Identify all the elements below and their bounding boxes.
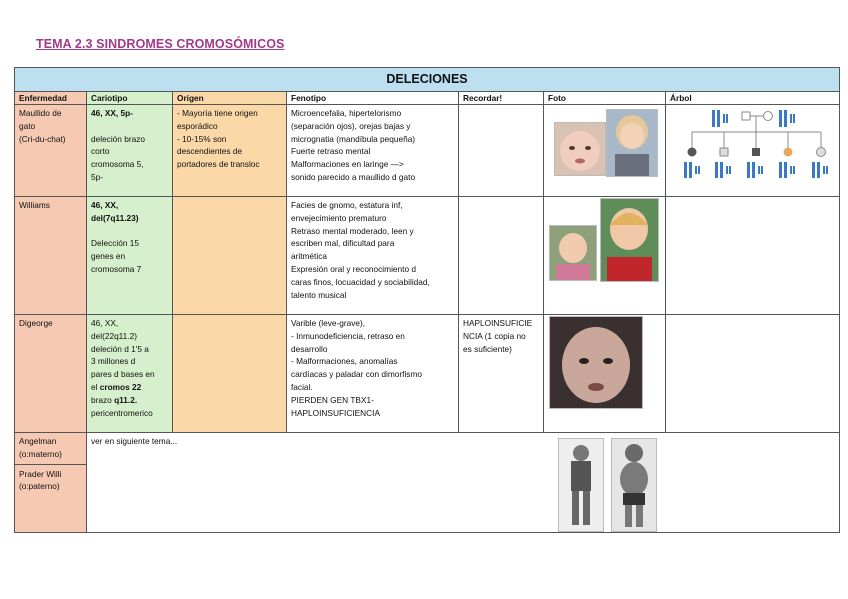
text-line: Digeorge — [19, 318, 53, 328]
table-row — [15, 433, 840, 533]
karyotype-bold: del(7q11.23) — [91, 212, 139, 223]
text-line: Angelman — [19, 436, 57, 446]
text-line: pericentromerico — [91, 407, 153, 418]
col-fenotipo: Fenotipo — [287, 92, 459, 105]
cell-enfermedad — [15, 105, 87, 197]
text-line: - Mayoría tiene origen — [177, 108, 258, 118]
text-line: pares d bases en — [91, 369, 155, 380]
text-line: el cromos 22 — [91, 381, 142, 392]
text-line: es suficiente) — [463, 343, 512, 354]
col-enfermedad: Enfermedad — [15, 92, 87, 105]
cell-recordar — [459, 197, 544, 315]
text-line: Prader Willi — [19, 468, 62, 479]
text-line: NCIA (1 copia no — [463, 330, 526, 341]
text-line: deleción d 1'5 a — [91, 343, 149, 354]
cell-recordar — [459, 315, 544, 433]
text-line: - Inmunodeficiencia, retraso en — [291, 330, 405, 341]
pedigree-diagram — [676, 104, 836, 184]
text-line: (o:paterno) — [19, 481, 60, 492]
text-line: gato — [19, 120, 36, 131]
cell-enfermedad — [15, 197, 87, 315]
text-line: desarrollo — [291, 343, 328, 354]
text-line: sonido parecido a maullido d gato — [291, 171, 416, 182]
williams-photo-1 — [549, 225, 597, 281]
col-foto: Foto — [544, 92, 666, 105]
col-arbol: Árbol — [666, 92, 840, 105]
table-header: DELECIONES — [15, 68, 840, 92]
text-line: escriben mal, dificultad para — [291, 238, 395, 249]
text-line: envejecimiento prematuro — [291, 212, 387, 223]
angelman-photo — [558, 438, 604, 532]
williams-photo-2 — [600, 198, 659, 282]
cell-arbol — [666, 315, 840, 433]
text-line: talento musical — [291, 289, 347, 300]
text-line: descendientes de — [177, 146, 243, 157]
cell-recordar — [459, 105, 544, 197]
child-photo — [606, 109, 658, 177]
text-line: aritmética — [291, 251, 327, 262]
text-line: Delección 15 — [91, 238, 139, 249]
text-line: micrognatia (mandíbula pequeña) — [291, 133, 416, 144]
text-line: Malformaciones en laringe —> — [291, 159, 404, 170]
col-recordar: Recordar! — [459, 92, 544, 105]
cell-fenotipo — [287, 105, 459, 197]
cell-cariotipo — [87, 105, 173, 197]
cell-origen — [173, 105, 287, 197]
text-line: Williams — [19, 200, 50, 210]
column-headers — [15, 92, 840, 105]
text-line: (separación ojos), orejas bajas y — [291, 120, 411, 131]
text-line: Facies de gnomo, estatura inf, — [291, 200, 403, 210]
text-line: facial. — [291, 381, 313, 392]
text-line: esporádico — [177, 120, 218, 131]
text-line: cardíacas y paladar con dimorfismo — [291, 369, 422, 380]
cell-divider — [15, 464, 86, 494]
text-line: - 10-15% son — [177, 133, 227, 144]
page-title: TEMA 2.3 SINDROMES CROMOSÓMICOS — [36, 37, 285, 51]
text-line: cromosoma 7 — [91, 263, 142, 274]
text-line: 46, XX, — [91, 318, 119, 328]
text-line: Fuerte retraso mental — [291, 146, 371, 157]
cell-origen — [173, 315, 287, 433]
text-line: (o:materno) — [19, 448, 62, 459]
cell-enfermedad — [15, 433, 87, 533]
text-line: (Cri-du-chat) — [19, 133, 66, 144]
text-line: HAPLOINSUFICIE — [463, 318, 533, 328]
cell-enfermedad — [15, 315, 87, 433]
text-line: caras finos, locuacidad y sociabilidad, — [291, 276, 430, 287]
text-line: deleción brazo — [91, 133, 145, 144]
text-line: del(22q11.2) — [91, 330, 137, 341]
text-line: - Malformaciones, anomalías — [291, 356, 398, 367]
text-line: genes en — [91, 251, 126, 262]
col-origen: Origen — [173, 92, 287, 105]
table-row — [15, 315, 840, 433]
cell-note — [87, 433, 840, 533]
text-line: Expresión oral y reconocimiento d — [291, 263, 416, 274]
text-line: 5p- — [91, 171, 103, 182]
text-line: PIERDEN GEN TBX1- — [291, 394, 374, 405]
text-line: HAPLOINSUFICIENCIA — [291, 407, 380, 418]
text-line: Varible (leve-grave), — [291, 318, 366, 328]
cell-cariotipo — [87, 197, 173, 315]
text-line: Maullido de — [19, 108, 62, 118]
cell-fenotipo — [287, 315, 459, 433]
digeorge-photo — [549, 316, 643, 409]
karyotype-bold: 46, XX, 5p- — [91, 108, 133, 118]
text-line: Microencefalia, hipertelorismo — [291, 108, 402, 118]
text-line: cromosoma 5, — [91, 159, 144, 170]
text-line: corto — [91, 146, 110, 157]
text-line: Retraso mental moderado, leen y — [291, 225, 414, 236]
karyotype-bold: 46, XX, — [91, 200, 119, 210]
cell-arbol — [666, 197, 840, 315]
cell-origen — [173, 197, 287, 315]
cell-fenotipo — [287, 197, 459, 315]
cell-cariotipo — [87, 315, 173, 433]
col-cariotipo: Cariotipo — [87, 92, 173, 105]
prader-willi-photo — [611, 438, 657, 532]
text-line: 3 millones d — [91, 356, 136, 367]
baby-photo — [554, 122, 606, 176]
text-line: portadores de transloc — [177, 159, 260, 170]
table-row — [15, 197, 840, 315]
text-line: brazo q11.2. — [91, 394, 138, 405]
text-line: ver en siguiente tema... — [91, 436, 178, 446]
